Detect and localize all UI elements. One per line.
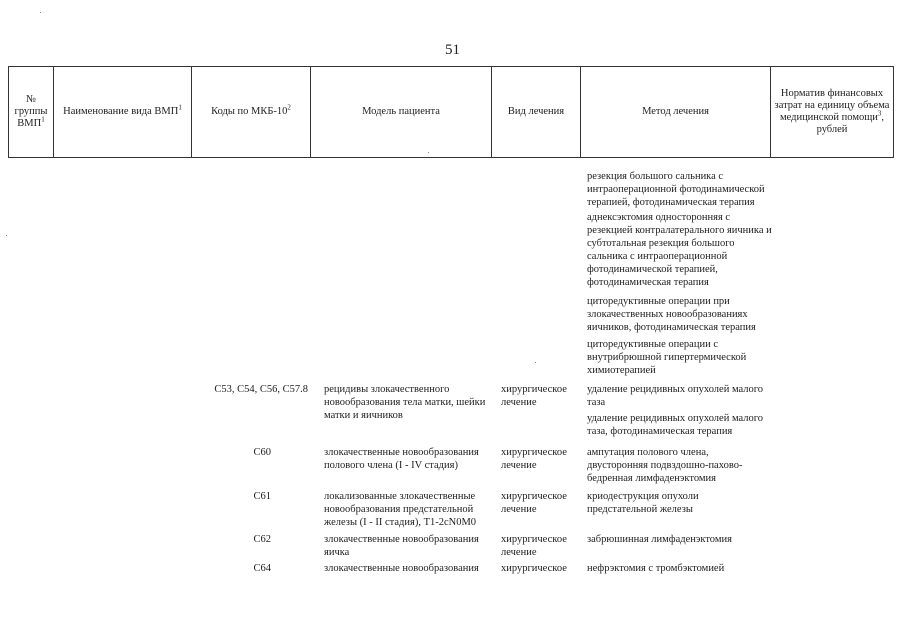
row-4-model: злокачественные новообразования яичка bbox=[324, 534, 479, 558]
row-5-treatment: хирургическое bbox=[501, 563, 567, 574]
row-4-codes: C62 bbox=[253, 534, 271, 545]
row-1-model: рецидивы злокачественного новообразования тела матки, шейки матки и яичников bbox=[324, 384, 486, 421]
row-5-method-1: нефрэктомия с тромбэктомией bbox=[587, 563, 725, 574]
row-5-codes: C64 bbox=[253, 563, 271, 574]
header-group-no: № группы ВМП$^1$ bbox=[9, 67, 54, 158]
header-mkb-codes: Коды по МКБ-$10^2$ bbox=[192, 67, 311, 158]
method-cont-2: аднексэктомия односторонняя с резекцией контралатерального яичника и субтотальная резекция большого сальника с интраоперационной фотодинамической терапией, фотодинамическая терапия bbox=[587, 212, 772, 288]
row-3-treatment: хирургическое лечение bbox=[501, 491, 567, 515]
row-3-model: локализованные злокачественные новообразования предстательной железы (I - II стадия), T1-2cN0M0 bbox=[324, 491, 477, 528]
header-norm: Норматив финансовых затрат на единицу объема медицинской помощи$^3$, рублей bbox=[771, 67, 894, 158]
row-3-method-1: криодеструкция опухоли предстательной железы bbox=[587, 491, 699, 515]
header-treatment-type: Вид лечения bbox=[492, 67, 581, 158]
row-2-model: злокачественные новообразования полового члена (I - IV стадия) bbox=[324, 447, 479, 471]
header-treatment-method: Метод лечения bbox=[581, 67, 771, 158]
row-1-treatment: хирургическое лечение bbox=[501, 384, 567, 408]
row-4-treatment: хирургическое лечение bbox=[501, 534, 567, 558]
row-4-method-1: забрюшинная лимфаденэктомия bbox=[587, 534, 732, 545]
row-3-codes: C61 bbox=[253, 491, 271, 502]
table-header bbox=[8, 66, 894, 158]
row-2-method-1: ампутация полового члена, двусторонняя подвздошно-пахово-бедренная лимфаденэктомия bbox=[587, 447, 743, 484]
row-1-method-1: удаление рецидивных опухолей малого таза bbox=[587, 384, 764, 408]
row-2-treatment: хирургическое лечение bbox=[501, 447, 567, 471]
method-cont-3: циторедуктивные операции при злокачественных новообразованиях яичников, фотодинамическая терапия bbox=[587, 296, 756, 333]
method-cont-4: циторедуктивные операции с внутрибрюшной гипертермической химиотерапией bbox=[587, 339, 747, 376]
scan-speck bbox=[6, 235, 7, 236]
header-patient-model: Модель пациента bbox=[311, 67, 492, 158]
scan-speck bbox=[428, 152, 429, 153]
method-cont-1: резекция большого сальника с интраоперационной фотодинамической терапией, фотодинамическая терапия bbox=[587, 171, 765, 208]
scan-speck bbox=[40, 12, 41, 13]
row-1-codes: C53, C54, C56, C57.8 bbox=[214, 384, 308, 395]
row-2-codes: C60 bbox=[253, 447, 271, 458]
page-number: 51 bbox=[445, 42, 460, 58]
row-1-method-2: удаление рецидивных опухолей малого таза, фотодинамическая терапия bbox=[587, 413, 764, 437]
scan-speck bbox=[535, 362, 536, 363]
header-vmp-name: Наименование вида ВМП$^1$ bbox=[54, 67, 192, 158]
row-5-model: злокачественные новообразования bbox=[324, 563, 479, 574]
